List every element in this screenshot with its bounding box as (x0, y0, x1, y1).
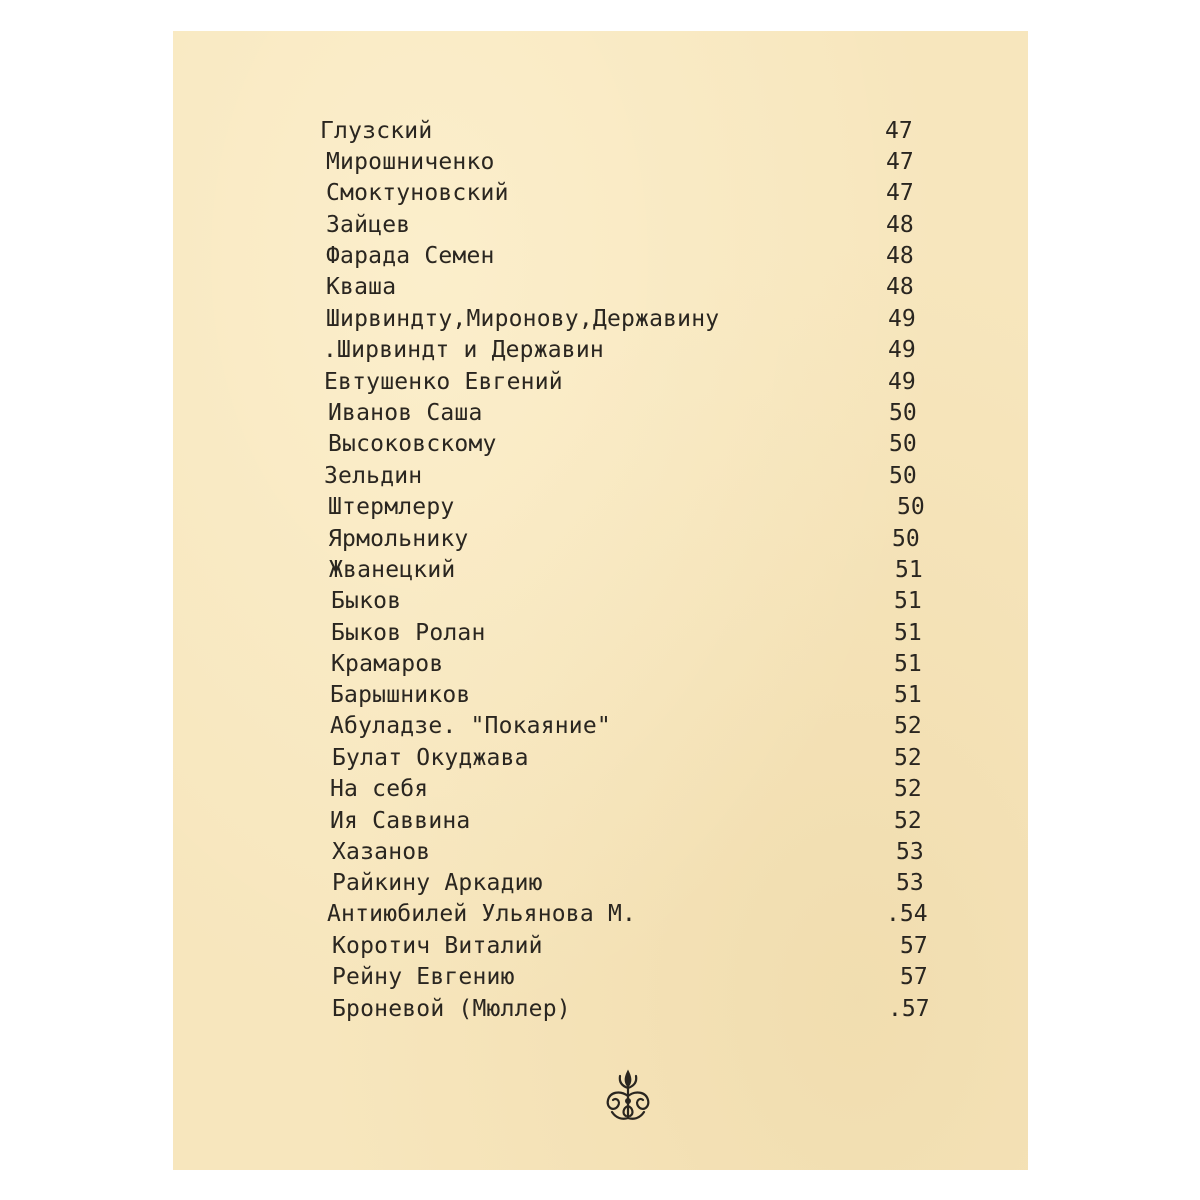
toc-entry-title: Рейну Евгению (332, 964, 515, 990)
toc-entry-page: 47 (886, 149, 914, 175)
toc-entry-page: 49 (888, 337, 916, 363)
fleuron-ornament-icon (598, 1066, 658, 1126)
toc-entry-title: Мирошниченко (326, 149, 495, 175)
toc-entry-page: 49 (888, 369, 916, 395)
toc-entry-title: Абуладзе. "Покаяние" (330, 713, 611, 739)
toc-entry-page: 51 (894, 651, 922, 677)
toc-entry-title: Смоктуновский (326, 180, 509, 206)
toc-entry-page: 52 (894, 745, 922, 771)
toc-entry-page: 51 (894, 682, 922, 708)
toc-entry-page: 57 (900, 964, 928, 990)
toc-entry-page: 53 (896, 870, 924, 896)
toc-entry-title: Иванов Саша (328, 400, 483, 426)
toc-entry-title: Кваша (326, 274, 397, 300)
toc-entry-title: Жванецкий (329, 557, 456, 583)
toc-entry-title: Ширвиндту,Миронову,Державину (326, 306, 720, 332)
toc-entry-page: 50 (897, 494, 925, 520)
toc-entry-page: 48 (886, 243, 914, 269)
toc-entry-page: 52 (894, 713, 922, 739)
toc-entry-page: 50 (889, 431, 917, 457)
toc-entry-page: 52 (894, 808, 922, 834)
toc-entry-title: Зайцев (326, 212, 411, 238)
toc-entry-page: 53 (896, 839, 924, 865)
toc-entry-page: 57 (900, 933, 928, 959)
toc-entry-page: .57 (888, 996, 930, 1022)
toc-entry-title: .Ширвиндт и Державин (323, 337, 604, 363)
toc-entry-title: Барышников (330, 682, 471, 708)
toc-entry-title: Ия Саввина (330, 808, 471, 834)
toc-entry-page: 50 (889, 463, 917, 489)
toc-entry-title: Евтушенко Евгений (324, 369, 563, 395)
toc-entry-title: Броневой (Мюллер) (332, 996, 571, 1022)
toc-entry-page: 50 (889, 400, 917, 426)
toc-entry-title: Быков (331, 588, 402, 614)
toc-entry-page: 51 (894, 620, 922, 646)
toc-entry-title: Глузский (320, 118, 433, 144)
toc-entry-title: Райкину Аркадию (332, 870, 543, 896)
toc-entry-page: 48 (886, 212, 914, 238)
toc-entry-page: 51 (895, 557, 923, 583)
toc-entry-page: 49 (888, 306, 916, 332)
toc-entry-title: На себя (330, 776, 429, 802)
toc-entry-page: 47 (885, 118, 913, 144)
toc-entry-page: 52 (894, 776, 922, 802)
toc-entry-title: Антиюбилей Ульянова М. (327, 901, 637, 927)
toc-entry-title: Крамаров (331, 651, 444, 677)
toc-entry-title: Штермлеру (328, 494, 455, 520)
toc-entry-page: 51 (894, 588, 922, 614)
toc-entry-page: 50 (892, 526, 920, 552)
table-of-contents (173, 31, 1028, 1031)
toc-entry-page: 47 (886, 180, 914, 206)
toc-entry-title: Коротич Виталий (332, 933, 543, 959)
toc-entry-title: Булат Окуджава (332, 745, 529, 771)
toc-entry-title: Зельдин (324, 463, 423, 489)
toc-entry-page: .54 (886, 901, 928, 927)
toc-entry-title: Фарада Семен (326, 243, 495, 269)
toc-entry-title: Ярмольнику (328, 526, 469, 552)
toc-entry-title: Высоковскому (328, 431, 497, 457)
book-page (173, 31, 1028, 1170)
toc-entry-title: Быков Ролан (331, 620, 486, 646)
toc-entry-title: Хазанов (332, 839, 431, 865)
toc-entry-page: 48 (886, 274, 914, 300)
